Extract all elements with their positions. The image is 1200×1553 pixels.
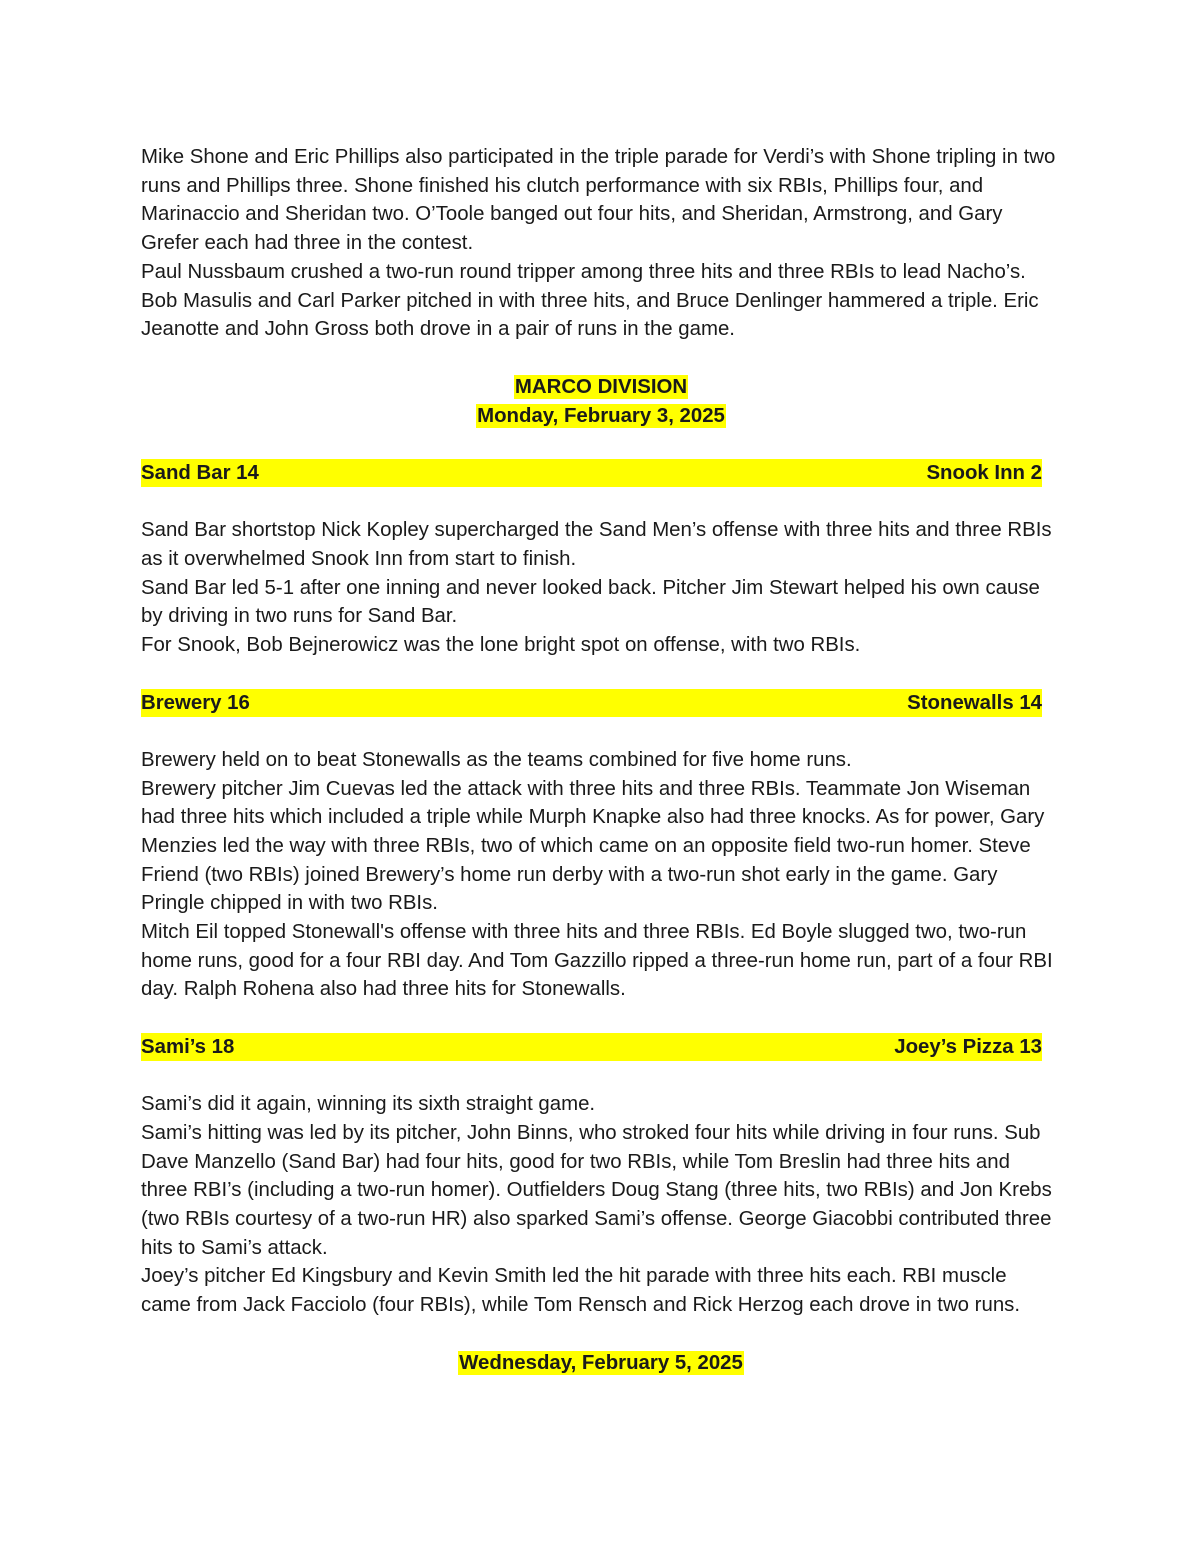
next-date-header: [141, 1349, 1061, 1378]
game-paragraph: For Snook, Bob Bejnerowicz was the lone bright spot on offense, with two RBIs.: [141, 634, 861, 657]
game-paragraph: Brewery pitcher Jim Cuevas led the attack with three hits and three RBIs. Teammate Jon Wiseman had three hits which included a triple while Murph Knapke also had three knocks. As for power, Gary Menzies led the way with three RBIs, two of which came on an opposite field two-run homer. Steve Friend (two RBIs) joined Brewery’s home run derby with a two-run shot early in the game. Gary Pringle chipped in with two RBIs.: [141, 777, 1045, 915]
away-team-score: Snook Inn 2: [926, 462, 1042, 485]
division-title: MARCO DIVISION: [514, 375, 688, 398]
game-paragraph: Mitch Eil topped Stonewall's offense with three hits and three RBIs. Ed Boyle slugged two, two-run home runs, good for a four RBI day. And Tom Gazzillo ripped a three-run home run, part of a four RBI day. Ralph Rohena also had three hits for Stonewalls.: [141, 921, 1053, 1001]
next-date: Wednesday, February 5, 2025: [459, 1351, 743, 1374]
division-header: [141, 373, 1061, 430]
intro-paragraph-1: Mike Shone and Eric Phillips also participated in the triple parade for Verdi’s with Shone tripling in two runs and Phillips three. Shone finished his clutch performance with six RBIs, Phillips four, and Marinaccio and Sheridan two. O’Toole banged out four hits, and Sheridan, Armstrong, and Gary Grefer each had three in the contest.: [141, 146, 1056, 255]
game-paragraph: Sami’s did it again, winning its sixth straight game.: [141, 1093, 596, 1116]
game-paragraph: Sami’s hitting was led by its pitcher, John Binns, who stroked four hits while driving in four runs. Sub Dave Manzello (Sand Bar) had four hits, good for two RBIs, while Tom Breslin had three hits and three RBI’s (including a two-run homer). Outfielders Doug Stang (three hits, two RBIs) and Jon Krebs (two RBIs courtesy of a two-run HR) also sparked Sami’s offense. George Giacobbi contributed three hits to Sami’s attack.: [141, 1121, 1052, 1259]
article-body: [141, 143, 1061, 1378]
game-paragraph: Sand Bar shortstop Nick Kopley supercharged the Sand Men’s offense with three hits and three RBIs as it overwhelmed Snook Inn from start to finish.: [141, 519, 1052, 571]
away-team-score: Stonewalls 14: [907, 691, 1042, 714]
home-team-score: Sami’s 18: [141, 1036, 235, 1059]
home-team-score: Brewery 16: [141, 691, 250, 714]
game-score-bar: [141, 689, 1042, 717]
intro-paragraph-2: Paul Nussbaum crushed a two-run round tripper among three hits and three RBIs to lead Nacho’s. Bob Masulis and Carl Parker pitched in with three hits, and Bruce Denlinger hammered a triple. Eric Jeanotte and John Gross both drove in a pair of runs in the game.: [141, 260, 1039, 341]
game-paragraph: Joey’s pitcher Ed Kingsbury and Kevin Smith led the hit parade with three hits each. RBI muscle came from Jack Facciolo (four RBIs), while Tom Rensch and Rick Herzog each drove in two runs.: [141, 1265, 1021, 1317]
game-score-bar: [141, 1033, 1042, 1061]
division-date: Monday, February 3, 2025: [477, 404, 725, 427]
game-paragraph: Brewery held on to beat Stonewalls as the teams combined for five home runs.: [141, 748, 852, 771]
away-team-score: Joey’s Pizza 13: [894, 1036, 1042, 1059]
home-team-score: Sand Bar 14: [141, 462, 259, 485]
game-score-bar: [141, 459, 1042, 487]
game-paragraph: Sand Bar led 5-1 after one inning and never looked back. Pitcher Jim Stewart helped his own cause by driving in two runs for Sand Bar.: [141, 576, 1040, 628]
